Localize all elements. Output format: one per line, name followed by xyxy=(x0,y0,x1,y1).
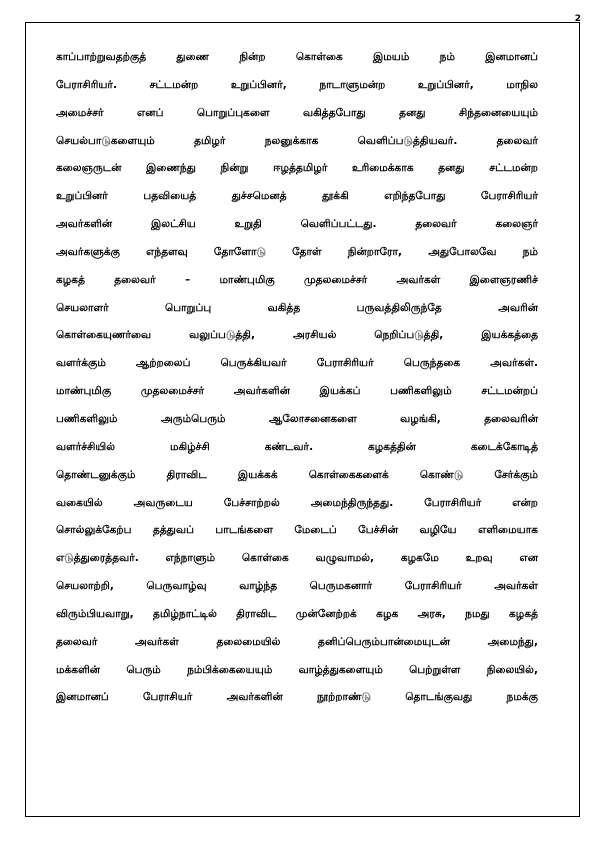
text-line: கலைஞருடன் இணைந்து நின்று ஈழத்தமிழர் உரிமைக்காக தனது சட்டமன்ற xyxy=(56,162,538,175)
text-line: கொள்கையுணர்வை வலுப்படுத்தி, அரசியல் நெறிப்படுத்தி, இயக்கத்தை xyxy=(56,329,538,342)
text-line: விரும்பியவாறு, தமிழ்நாட்டில் திராவிட முன்னேற்றக் கழக அரசு, நமது கழகத் xyxy=(56,607,538,620)
text-line: இனமானப் பேராசியர் அவர்களின் நூற்றாண்டு தொடங்குவது நமக்கு xyxy=(56,691,538,704)
page-number: 2 xyxy=(574,14,581,24)
text-line: செயலாற்றி, பெருவாழ்வு வாழ்ந்த பெருமகனார் பேராசிரியர் அவர்கள் xyxy=(56,580,538,593)
text-line: உறுப்பினர் பதவியைத் துச்சமெனத் தூக்கி எறிந்தபோது பேராசிரியர் xyxy=(56,190,538,203)
text-line: பணிகளிலும் அரும்பெரும் ஆலோசனைகளை வழங்கி, தலைவரின் xyxy=(56,412,538,425)
text-line: தலைவர் அவர்கள் தலைமையில் தனிப்பெரும்பான்மையுடன் அமைந்து, xyxy=(56,635,538,648)
text-line: பேராசிரியர். சட்டமன்ற உறுப்பினர், நாடாளுமன்ற உறுப்பினர், மாநில xyxy=(56,78,538,91)
text-line: வளர்ச்சியில் மகிழ்ச்சி கண்டவர். கழகத்தின் கடைக்கோடித் xyxy=(56,440,538,453)
text-line: எடுத்துரைத்தவர். எந்நாளும் கொள்கை வழுவாமல், கழகமே உறவு என xyxy=(56,552,538,565)
text-line: சொல்லுக்கேற்ப தத்துவப் பாடங்களை மேடைப் பேச்சின் வழியே எளிமையாக xyxy=(56,524,538,537)
text-line: செயல்பாடுகளையும் தமிழர் நலனுக்காக வெளிப்படுத்தியவர். தலைவர் xyxy=(56,134,538,147)
text-line: கழகத் தலைவர் – மாண்புமிகு முதலமைச்சர் அவர்கள் இளைஞரணிச் xyxy=(56,273,538,286)
text-line: வகையில் அவருடைய பேச்சாற்றல் அமைந்திருந்தது. பேராசிரியர் என்ற xyxy=(56,496,538,509)
text-line: வளர்க்கும் ஆற்றலைப் பெருக்கியவர் பேராசிரியர் பெருந்தகை அவர்கள். xyxy=(56,357,538,370)
text-line: அவர்களின் இலட்சிய உறுதி வெளிப்பட்டது. தலைவர் கலைஞர் xyxy=(56,218,538,231)
text-line: மாண்புமிகு முதலமைச்சர் அவர்களின் இயக்கப் பணிகளிலும் சட்டமன்றப் xyxy=(56,385,538,398)
text-line: காப்பாற்றுவதற்குத் துணை நின்ற கொள்கை இமயம் நம் இனமானப் xyxy=(56,51,538,63)
text-line: அவர்களுக்கு எந்தளவு தோளோடு தோள் நின்றாரோ, அதுபோலவே நம் xyxy=(56,245,538,258)
body-paragraph xyxy=(56,44,538,712)
text-line: தொண்டனுக்கும் திராவிட இயக்கக் கொள்கைகளைக் கொண்டு சேர்க்கும் xyxy=(56,468,538,481)
text-line: அமைச்சர் எனப் பொறுப்புகளை வகித்தபோது தனது சிந்தனையையும் xyxy=(56,106,538,119)
text-line: மக்களின் பெரும் நம்பிக்கையையும் வாழ்த்துகளையும் பெற்றுள்ள நிலையில், xyxy=(56,663,538,676)
text-line: செயலாளர் பொறுப்பு வகித்த பருவத்திலிருந்தே அவரின் xyxy=(56,301,538,314)
